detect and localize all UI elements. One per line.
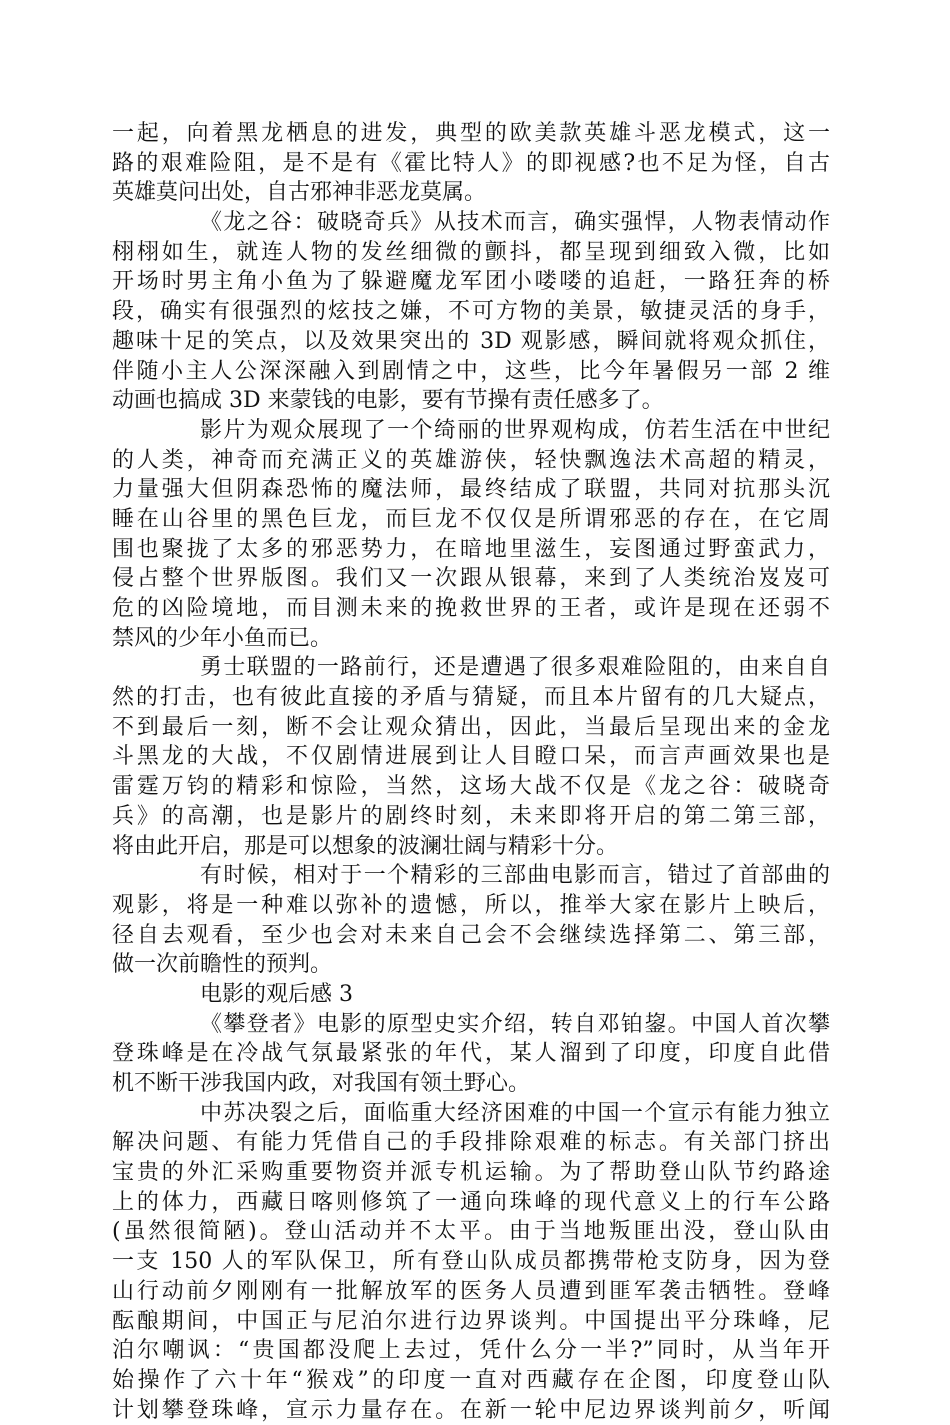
text-line: 上的体力，西藏日喀则修筑了一通向珠峰的现代意义上的行车公路 bbox=[112, 1189, 830, 1215]
text-line: 侵占整个世界版图。我们又一次跟从银幕，来到了人类统治岌岌可 bbox=[112, 566, 830, 592]
text-line: 段，确实有很强烈的炫技之嫌，不可方物的美景，敏捷灵活的身手， bbox=[112, 299, 830, 325]
text-line: 然的打击，也有彼此直接的矛盾与猜疑，而且本片留有的几大疑点， bbox=[112, 685, 830, 711]
text-line: 登珠峰是在冷战气氛最紧张的年代，某人溜到了印度，印度自此借 bbox=[112, 1041, 830, 1067]
text-line: 斗黑龙的大战，不仅剧情进展到让人目瞪口呆，而言声画效果也是 bbox=[112, 744, 830, 770]
text-line: 中苏决裂之后，面临重大经济困难的中国一个宣示有能力独立 bbox=[200, 1100, 830, 1126]
text-line: 山行动前夕刚刚有一批解放军的医务人员遭到匪军袭击牺牲。登峰 bbox=[112, 1278, 830, 1304]
text-line: 动画也搞成 3D 来蒙钱的电影，要有节操有责任感多了。 bbox=[112, 388, 664, 414]
text-line: 力量强大但阴森恐怖的魔法师，最终结成了联盟，共同对抗那头沉 bbox=[112, 477, 830, 503]
text-line: 雷霆万钧的精彩和惊险，当然，这场大战不仅是《龙之谷：破晓奇 bbox=[112, 774, 830, 800]
text-line: 将由此开启，那是可以想象的波澜壮阔与精彩十分。 bbox=[112, 833, 619, 859]
text-line: 开场时男主角小鱼为了躲避魔龙军团小喽喽的追赶，一路狂奔的桥 bbox=[112, 269, 830, 295]
text-line: 电影的观后感 3 bbox=[200, 981, 353, 1007]
text-line: 伴随小主人公深深融入到剧情之中，这些，比今年暑假另一部 2 维 bbox=[112, 358, 830, 384]
text-line: 径自去观看，至少也会对未来自己会不会继续选择第二、第三部， bbox=[112, 922, 830, 948]
text-line: 一起，向着黑龙栖息的进发，典型的欧美款英雄斗恶龙模式，这一 bbox=[112, 121, 830, 146]
text-line: 《攀登者》电影的原型史实介绍，转自邓铂鋆。中国人首次攀 bbox=[200, 1011, 830, 1037]
text-line: 酝酿期间，中国正与尼泊尔进行边界谈判。中国提出平分珠峰，尼 bbox=[112, 1308, 830, 1334]
text-line: 一支 150 人的军队保卫，所有登山队成员都携带枪支防身，因为登 bbox=[112, 1249, 830, 1275]
text-line: 的人类，神奇而充满正义的英雄游侠，轻快飘逸法术高超的精灵， bbox=[112, 447, 830, 473]
text-line: 兵》的高潮，也是影片的剧终时刻，未来即将开启的第二第三部， bbox=[112, 803, 830, 829]
text-line: 观影，将是一种难以弥补的遗憾，所以，推举大家在影片上映后， bbox=[112, 892, 830, 918]
text-line: 路的艰难险阻，是不是有《霍比特人》的即视感?也不足为怪，自古 bbox=[112, 150, 830, 176]
text-line: 有时候，相对于一个精彩的三部曲电影而言，错过了首部曲的 bbox=[200, 863, 830, 889]
text-line: 英雄莫问出处，自古邪神非恶龙莫属。 bbox=[112, 180, 487, 206]
text-line: 计划攀登珠峰，宣示力量存在。在新一轮中尼边界谈判前夕，听闻 bbox=[112, 1397, 830, 1423]
text-line: 影片为观众展现了一个绮丽的世界观构成，仿若生活在中世纪 bbox=[200, 417, 830, 443]
text-line: 围也聚拢了太多的邪恶势力，在暗地里滋生，妄图通过野蛮武力， bbox=[112, 536, 830, 562]
text-line: 解决问题、有能力凭借自己的手段排除艰难的标志。有关部门挤出 bbox=[112, 1130, 830, 1156]
text-line: 机不断干涉我国内政，对我国有领土野心。 bbox=[112, 1071, 531, 1096]
text-line: 《龙之谷：破晓奇兵》从技术而言，确实强悍，人物表情动作 bbox=[200, 210, 830, 236]
text-line: 始操作了六十年“猴戏”的印度一直对西藏存在企图，印度登山队 bbox=[112, 1367, 830, 1393]
text-line: 危的凶险境地，而目测未来的挽救世界的王者，或许是现在还弱不 bbox=[112, 596, 830, 621]
text-line: 栩栩如生，就连人物的发丝细微的颤抖，都呈现到细致入微，比如 bbox=[112, 239, 830, 265]
text-line: 不到最后一刻，断不会让观众猜出，因此，当最后呈现出来的金龙 bbox=[112, 714, 830, 740]
text-line: 睡在山谷里的黑色巨龙，而巨龙不仅仅是所谓邪恶的存在，在它周 bbox=[112, 506, 830, 532]
text-line: 禁风的少年小鱼而已。 bbox=[112, 625, 333, 651]
document-page bbox=[112, 119, 830, 1425]
text-line: 趣味十足的笑点，以及效果突出的 3D 观影感，瞬间就将观众抓住， bbox=[112, 328, 830, 354]
text-line: 泊尔嘲讽：“贵国都没爬上去过，凭什么分一半?”同时，从当年开 bbox=[112, 1338, 830, 1364]
text-line: 做一次前瞻性的预判。 bbox=[112, 952, 333, 978]
text-line: (虽然很简陋)。登山活动并不太平。由于当地叛匪出没，登山队由 bbox=[112, 1219, 830, 1245]
text-line: 勇士联盟的一路前行，还是遭遇了很多艰难险阻的，由来自自 bbox=[200, 655, 830, 681]
text-line: 宝贵的外汇采购重要物资并派专机运输。为了帮助登山队节约路途 bbox=[112, 1160, 830, 1186]
